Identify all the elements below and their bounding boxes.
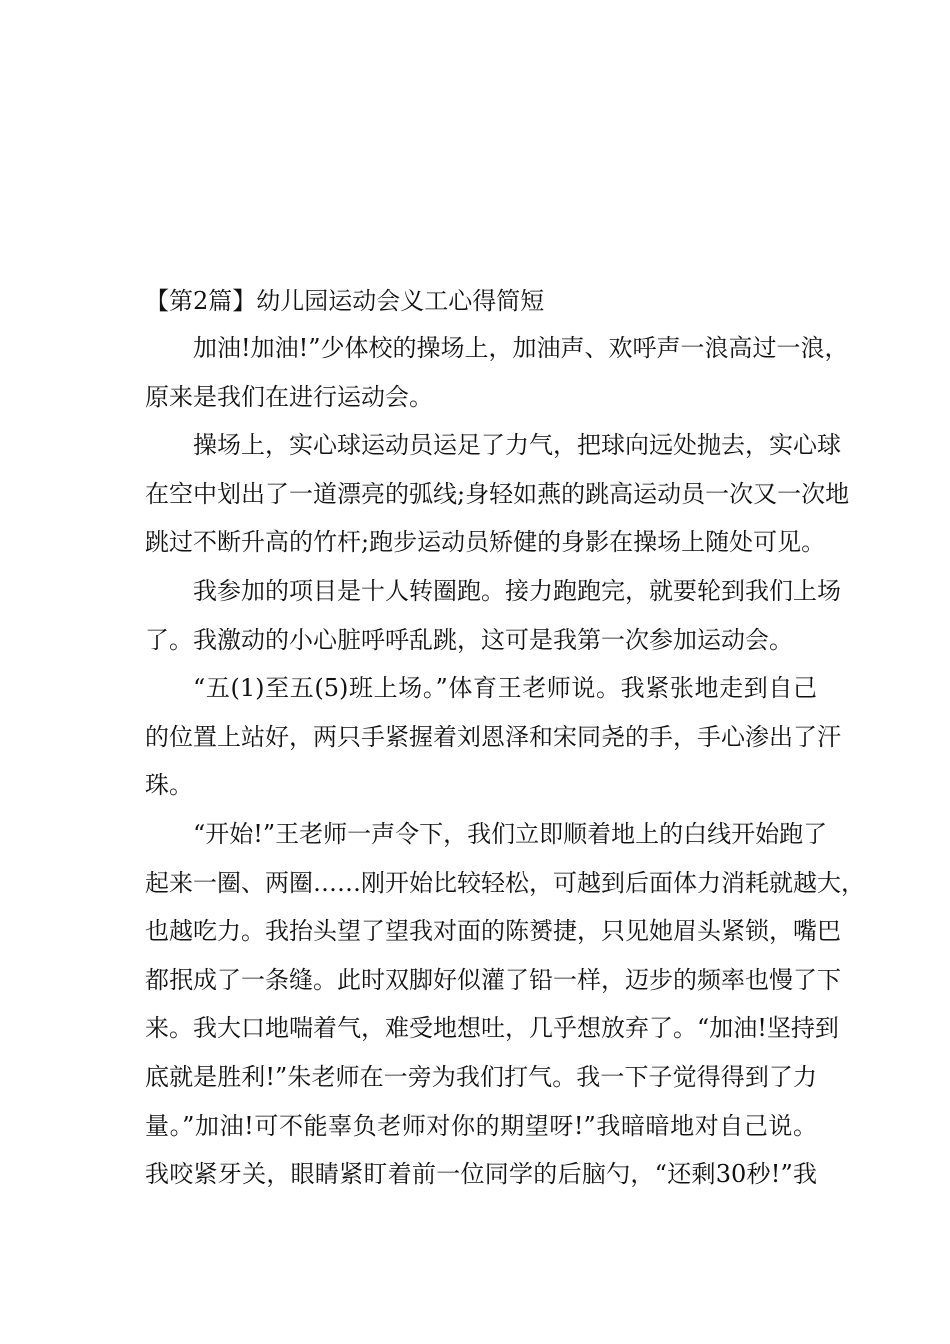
paragraph-line: 都抿成了一条缝。此时双脚好似灌了铅一样，迈步的频率也慢了下 bbox=[145, 965, 841, 994]
paragraph-line: 珠。 bbox=[145, 771, 193, 800]
paragraph-4 bbox=[145, 664, 841, 810]
paragraph-line: 来。我大口地喘着气，难受地想吐，几乎想放弃了。“加油!坚持到 bbox=[145, 1014, 839, 1043]
document-content bbox=[145, 278, 865, 1199]
paragraph-line: 加油!加油!”少体校的操场上，加油声、欢呼声一浪高过一浪， bbox=[193, 334, 849, 362]
paragraph-2 bbox=[145, 421, 850, 567]
paragraph-3 bbox=[145, 567, 841, 664]
paragraph-line: 跳过不断升高的竹杆;跑步运动员矫健的身影在操场上随处可见。 bbox=[145, 528, 826, 557]
paragraph-line: 在空中划出了一道漂亮的弧线;身轻如燕的跳高运动员一次又一次地 bbox=[145, 479, 850, 508]
paragraph-line: 了。我激动的小心脏呼呼乱跳，这可是我第一次参加运动会。 bbox=[145, 625, 793, 654]
paragraph-line: 我参加的项目是十人转圈跑。接力跑跑完，就要轮到我们上场 bbox=[193, 576, 841, 605]
paragraph-line: 量。”加油!可不能辜负老师对你的期望呀!”我暗暗地对自己说。 bbox=[145, 1111, 817, 1140]
paragraph-1 bbox=[145, 324, 849, 421]
paragraph-line: 也越吃力。我抬头望了望我对面的陈赟捷，只见她眉头紧锁，嘴巴 bbox=[145, 917, 841, 946]
paragraph-5 bbox=[145, 810, 865, 1199]
paragraph-line: 的位置上站好，两只手紧握着刘恩泽和宋同尧的手，手心渗出了汗 bbox=[145, 722, 841, 751]
paragraph-line: 原来是我们在进行运动会。 bbox=[145, 382, 433, 411]
paragraph-line: “开始!”王老师一声令下，我们立即顺着地上的白线开始跑了 bbox=[193, 819, 828, 848]
document-title: 【第2篇】幼儿园运动会义工心得简短 bbox=[145, 287, 545, 315]
paragraph-line: “五(1)至五(5)班上场。”体育王老师说。我紧张地走到自己 bbox=[193, 674, 817, 703]
paragraph-line: 起来一圈、两圈……刚开始比较轻松，可越到后面体力消耗就越大， bbox=[145, 868, 865, 897]
paragraph-line: 底就是胜利!”朱老师在一旁为我们打气。我一下子觉得得到了力 bbox=[145, 1062, 817, 1091]
paragraph-line: 操场上，实心球运动员运足了力气，把球向远处抛去，实心球 bbox=[193, 431, 841, 460]
paragraph-line: 我咬紧牙关，眼睛紧盯着前一位同学的后脑勺，“还剩30秒!”我 bbox=[145, 1160, 817, 1189]
